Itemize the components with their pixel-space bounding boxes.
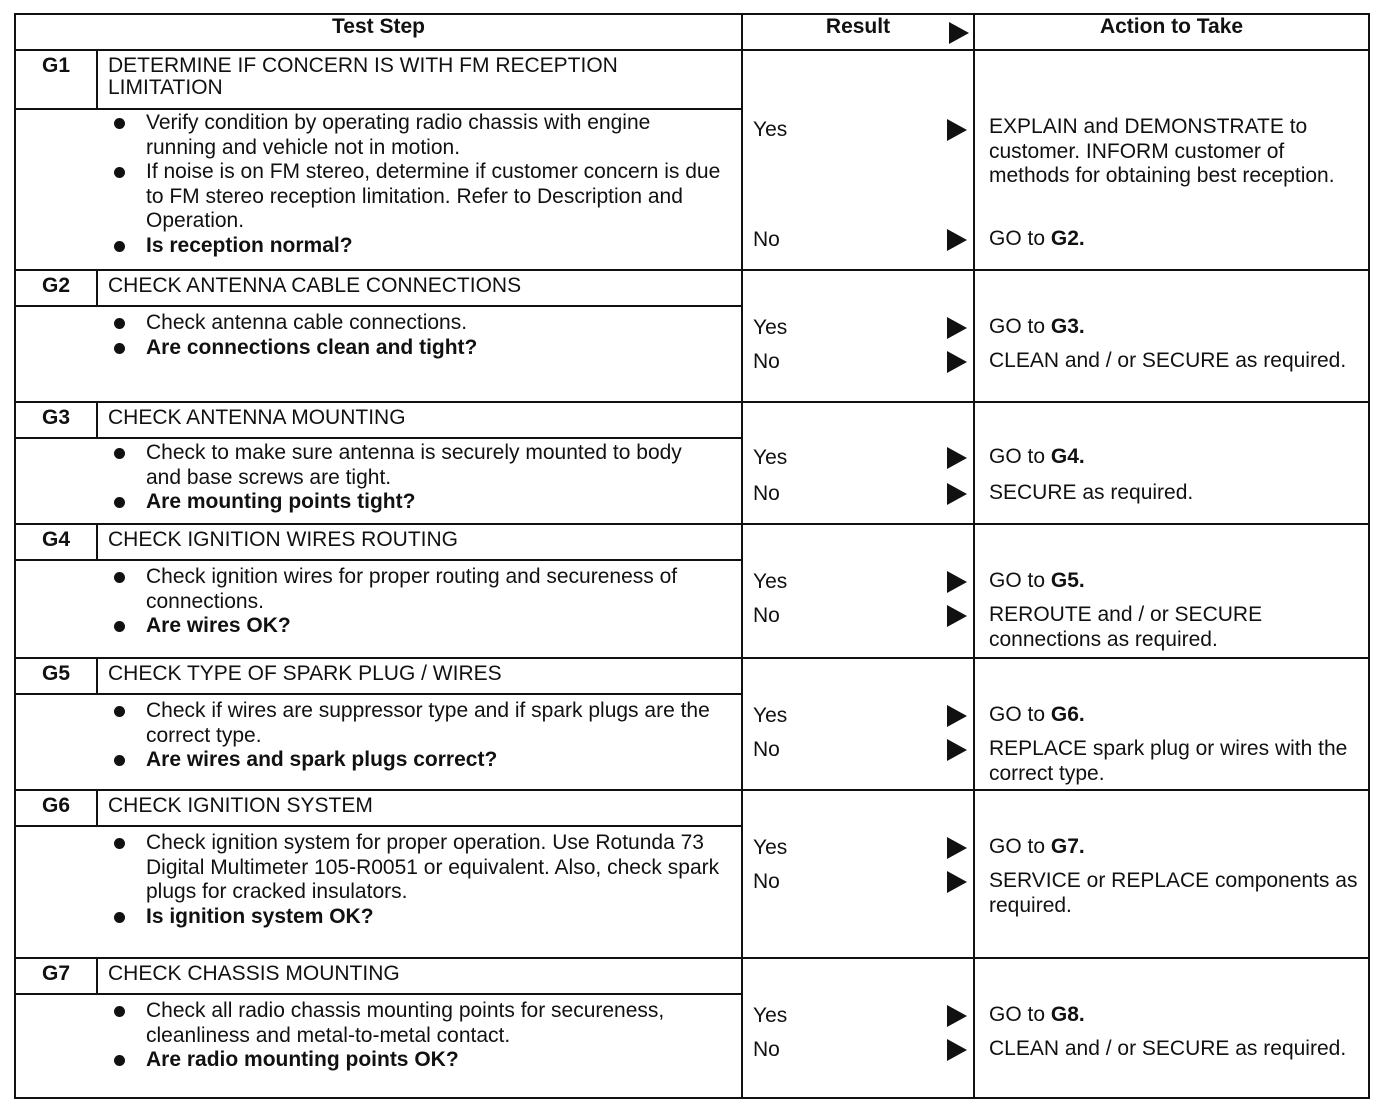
action-instruction: GO to: [989, 1003, 1051, 1026]
action-text-yes: [989, 115, 1358, 189]
bullet-text: Verify condition by operating radio chassis with engine running and vehicle not in motion.: [146, 111, 651, 159]
action-text-yes: [989, 703, 1358, 728]
header-result: [742, 14, 974, 50]
arrow-right-icon: [947, 1039, 967, 1061]
test-step-cell: [15, 402, 742, 524]
arrow-right-icon: [947, 447, 967, 469]
result-no: [753, 737, 967, 763]
result-label: No: [753, 604, 780, 627]
arrow-right-icon: [947, 351, 967, 373]
result-cell: [742, 658, 974, 790]
step-code: G1: [16, 51, 98, 110]
bullet-text: Check ignition wires for proper routing and secureness of connections.: [146, 565, 678, 613]
result-label: No: [753, 228, 780, 251]
result-cell: [742, 524, 974, 658]
arrow-right-icon: [947, 739, 967, 761]
bullet-icon: [114, 621, 125, 632]
result-no: [753, 603, 967, 629]
step-instruction: [16, 160, 741, 234]
bullet-text: Check antenna cable connections.: [146, 311, 468, 334]
result-label: Yes: [753, 1004, 788, 1027]
bullet-icon: [114, 448, 125, 459]
step-row-g5: [15, 658, 1369, 790]
action-text-no: [989, 1037, 1358, 1062]
bullet-icon: [114, 497, 125, 508]
bullet-icon: [114, 1055, 125, 1066]
step-instruction: [16, 565, 741, 614]
result-label: Yes: [753, 316, 788, 339]
bullet-icon: [114, 167, 125, 178]
test-step-cell: [15, 790, 742, 958]
arrow-right-icon: [947, 483, 967, 505]
action-cell: [974, 790, 1369, 958]
action-text-yes: [989, 569, 1358, 594]
step-instruction: [16, 699, 741, 748]
diagnostic-table: [14, 13, 1368, 1089]
step-title: CHECK IGNITION SYSTEM: [98, 791, 741, 827]
step-code: G5: [16, 659, 98, 695]
step-bullets: [16, 831, 741, 929]
action-text-no: [989, 869, 1358, 918]
action-instruction: GO to: [989, 569, 1051, 592]
bullet-text: Are wires OK?: [146, 614, 291, 637]
step-title: CHECK ANTENNA MOUNTING: [98, 403, 741, 439]
step-bullets: [16, 699, 741, 773]
result-label: No: [753, 482, 780, 505]
bullet-icon: [114, 118, 125, 129]
action-instruction: GO to: [989, 315, 1051, 338]
result-yes: [753, 569, 967, 595]
step-question: [16, 614, 741, 639]
step-instruction: [16, 831, 741, 905]
arrow-right-icon: [947, 119, 967, 141]
header-test-step: Test Step: [15, 14, 742, 50]
action-instruction: GO to: [989, 835, 1051, 858]
bullet-icon: [114, 755, 125, 766]
step-row-g3: [15, 402, 1369, 524]
bullet-icon: [114, 241, 125, 252]
result-yes: [753, 835, 967, 861]
goto-step-link: G5.: [1050, 569, 1085, 592]
step-instruction: [16, 311, 741, 336]
arrow-right-icon: [947, 871, 967, 893]
test-step-cell: [15, 524, 742, 658]
step-title: CHECK ANTENNA CABLE CONNECTIONS: [98, 271, 741, 307]
result-no: [753, 869, 967, 895]
goto-step-link: G4.: [1050, 445, 1085, 468]
action-text-no: [989, 737, 1358, 786]
action-cell: [974, 658, 1369, 790]
bullet-icon: [114, 838, 125, 849]
goto-step-link: G2.: [1050, 227, 1085, 250]
step-instruction: [16, 999, 741, 1048]
test-step-cell: [15, 658, 742, 790]
action-instruction: REPLACE spark plug or wires with the correct type.: [989, 737, 1348, 785]
goto-step-link: G3.: [1050, 315, 1085, 338]
result-cell: [742, 790, 974, 958]
result-no: [753, 349, 967, 375]
step-row-g7: [15, 958, 1369, 1098]
action-cell: [974, 958, 1369, 1098]
step-bullets: [16, 311, 741, 360]
action-cell: [974, 50, 1369, 270]
bullet-text: Check if wires are suppressor type and if spark plugs are the correct type.: [146, 699, 710, 747]
result-label: Yes: [753, 836, 788, 859]
step-title: CHECK CHASSIS MOUNTING: [98, 959, 741, 995]
goto-step-link: G7.: [1050, 835, 1085, 858]
step-question: [16, 1048, 741, 1073]
arrow-right-icon: [947, 605, 967, 627]
result-label: No: [753, 738, 780, 761]
result-yes: [753, 703, 967, 729]
action-cell: [974, 402, 1369, 524]
result-cell: [742, 402, 974, 524]
action-instruction: GO to: [989, 703, 1051, 726]
result-label: Yes: [753, 446, 788, 469]
step-bullets: [16, 999, 741, 1073]
bullet-text: If noise is on FM stereo, determine if customer concern is due to FM stereo reception limitation. Refer to Description and Operation.: [146, 160, 721, 232]
action-instruction: GO to: [989, 227, 1051, 250]
test-step-cell: [15, 958, 742, 1098]
test-step-cell: [15, 270, 742, 402]
result-label: No: [753, 350, 780, 373]
result-cell: [742, 958, 974, 1098]
step-bullets: [16, 565, 741, 639]
result-no: [753, 227, 967, 253]
pinpoint-test-table: [14, 13, 1370, 1099]
action-instruction: EXPLAIN and DEMONSTRATE to customer. INFORM customer of methods for obtaining best reception.: [989, 115, 1335, 187]
step-question: [16, 905, 741, 930]
result-no: [753, 481, 967, 507]
bullet-text: Are radio mounting points OK?: [146, 1048, 459, 1071]
bullet-text: Is reception normal?: [146, 233, 353, 257]
bullet-icon: [114, 343, 125, 354]
step-title: CHECK TYPE OF SPARK PLUG / WIRES: [98, 659, 741, 695]
result-no: [753, 1037, 967, 1063]
action-text-yes: [989, 445, 1358, 470]
bullet-icon: [114, 318, 125, 329]
step-instruction: [16, 441, 741, 490]
step-bullets: [16, 111, 741, 258]
step-code: G4: [16, 525, 98, 561]
bullet-icon: [114, 572, 125, 583]
arrow-right-icon: [947, 837, 967, 859]
step-code: G2: [16, 271, 98, 307]
result-cell: [742, 270, 974, 402]
step-bullets: [16, 441, 741, 515]
step-question: [16, 336, 741, 361]
step-title: DETERMINE IF CONCERN IS WITH FM RECEPTION LIMITATION: [98, 51, 741, 110]
result-yes: [753, 445, 967, 471]
step-title: CHECK IGNITION WIRES ROUTING: [98, 525, 741, 561]
step-row-g2: [15, 270, 1369, 402]
action-instruction: GO to: [989, 445, 1051, 468]
arrow-right-icon: [947, 229, 967, 251]
test-step-cell: [15, 50, 742, 270]
action-instruction: SECURE as required.: [989, 481, 1194, 504]
bullet-text: Are connections clean and tight?: [146, 335, 478, 359]
step-code: G3: [16, 403, 98, 439]
bullet-text: Are mounting points tight?: [146, 490, 416, 513]
result-label: Yes: [753, 570, 788, 593]
step-instruction: [16, 111, 741, 160]
bullet-icon: [114, 706, 125, 717]
bullet-text: Check ignition system for proper operation. Use Rotunda 73 Digital Multimeter 105-R0051 or equivalent. Also, check spark plugs for cracked insulators.: [146, 831, 720, 903]
action-cell: [974, 270, 1369, 402]
action-text-yes: [989, 315, 1358, 340]
step-code: G7: [16, 959, 98, 995]
arrow-right-icon: [947, 1005, 967, 1027]
bullet-text: Check to make sure antenna is securely mounted to body and base screws are tight.: [146, 441, 682, 489]
bullet-icon: [114, 1006, 125, 1017]
header-result-label: Result: [825, 15, 891, 38]
action-text-yes: [989, 835, 1358, 860]
action-instruction: CLEAN and / or SECURE as required.: [989, 349, 1347, 372]
result-cell: [742, 50, 974, 270]
bullet-text: Are wires and spark plugs correct?: [146, 748, 498, 771]
action-text-no: [989, 603, 1358, 652]
action-text-yes: [989, 1003, 1358, 1028]
action-text-no: [989, 227, 1358, 252]
header-action: Action to Take: [974, 14, 1369, 50]
result-label: Yes: [753, 118, 788, 141]
arrow-right-icon: [947, 705, 967, 727]
bullet-text: Is ignition system OK?: [146, 904, 374, 928]
action-text-no: [989, 481, 1358, 506]
action-instruction: REROUTE and / or SECURE connections as required.: [989, 603, 1263, 651]
bullet-icon: [114, 912, 125, 923]
step-row-g4: [15, 524, 1369, 658]
action-instruction: CLEAN and / or SECURE as required.: [989, 1037, 1347, 1060]
result-label: No: [753, 870, 780, 893]
result-label: Yes: [753, 704, 788, 727]
goto-step-link: G8.: [1050, 1003, 1085, 1026]
step-row-g6: [15, 790, 1369, 958]
step-question: [16, 234, 741, 259]
arrow-right-icon: [947, 571, 967, 593]
action-instruction: SERVICE or REPLACE components as required.: [989, 869, 1358, 917]
result-yes: [753, 117, 967, 143]
bullet-text: Check all radio chassis mounting points for secureness, cleanliness and metal-to-metal contact.: [146, 999, 665, 1047]
goto-step-link: G6.: [1050, 703, 1085, 726]
header-row: [15, 14, 1369, 50]
action-text-no: [989, 349, 1358, 374]
result-label: No: [753, 1038, 780, 1061]
step-code: G6: [16, 791, 98, 827]
step-question: [16, 748, 741, 773]
step-question: [16, 490, 741, 515]
arrow-right-icon: [949, 22, 969, 44]
arrow-right-icon: [947, 317, 967, 339]
step-row-g1: [15, 50, 1369, 270]
action-cell: [974, 524, 1369, 658]
result-yes: [753, 315, 967, 341]
result-yes: [753, 1003, 967, 1029]
